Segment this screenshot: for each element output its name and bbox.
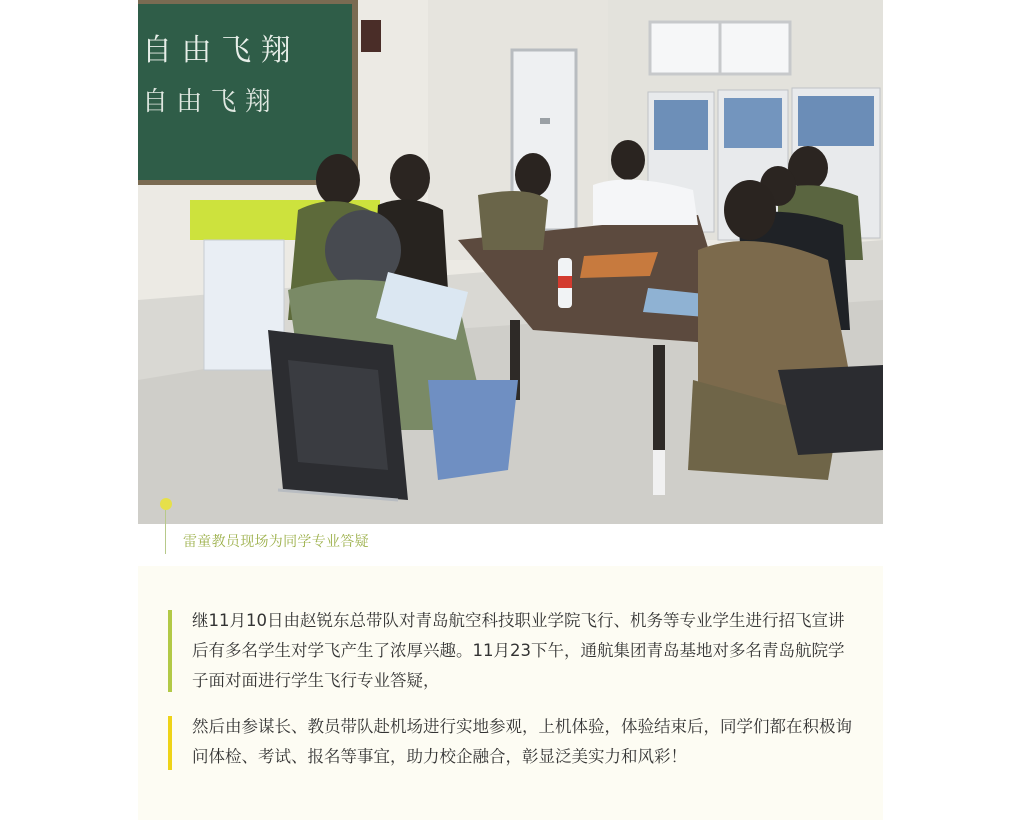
article-paragraph (168, 712, 858, 772)
caption-dot-icon (160, 498, 172, 510)
article-panel (138, 566, 883, 820)
classroom-photo (138, 0, 883, 524)
paragraph-accent-bar (168, 716, 172, 770)
paragraph-text: 然后由参谋长、教员带队赴机场进行实地参观，上机体验，体验结束后，同学们都在积极询问体检、考试、报名等事宜，助力校企融合，彰显泛美实力和风彩！ (192, 717, 852, 766)
blackboard-line1: 自 由 飞 翔 (142, 33, 291, 68)
caption-divider (165, 510, 166, 554)
photo-illustration (138, 0, 883, 524)
paragraph-accent-bar (168, 610, 172, 692)
photo-caption (158, 498, 858, 558)
article-paragraph (168, 606, 858, 696)
caption-text: 雷童教员现场为同学专业答疑 (183, 534, 369, 550)
blackboard-line2: 自 由 飞 翔 (142, 87, 271, 117)
paragraph-text: 继11月10日由赵锐东总带队对青岛航空科技职业学院飞行、机务等专业学生进行招飞宣讲后有多名学生对学飞产生了浓厚兴趣。11月23下午，通航集团青岛基地对多名青岛航院学子面对面进行学生飞行专业答疑， (192, 611, 845, 690)
